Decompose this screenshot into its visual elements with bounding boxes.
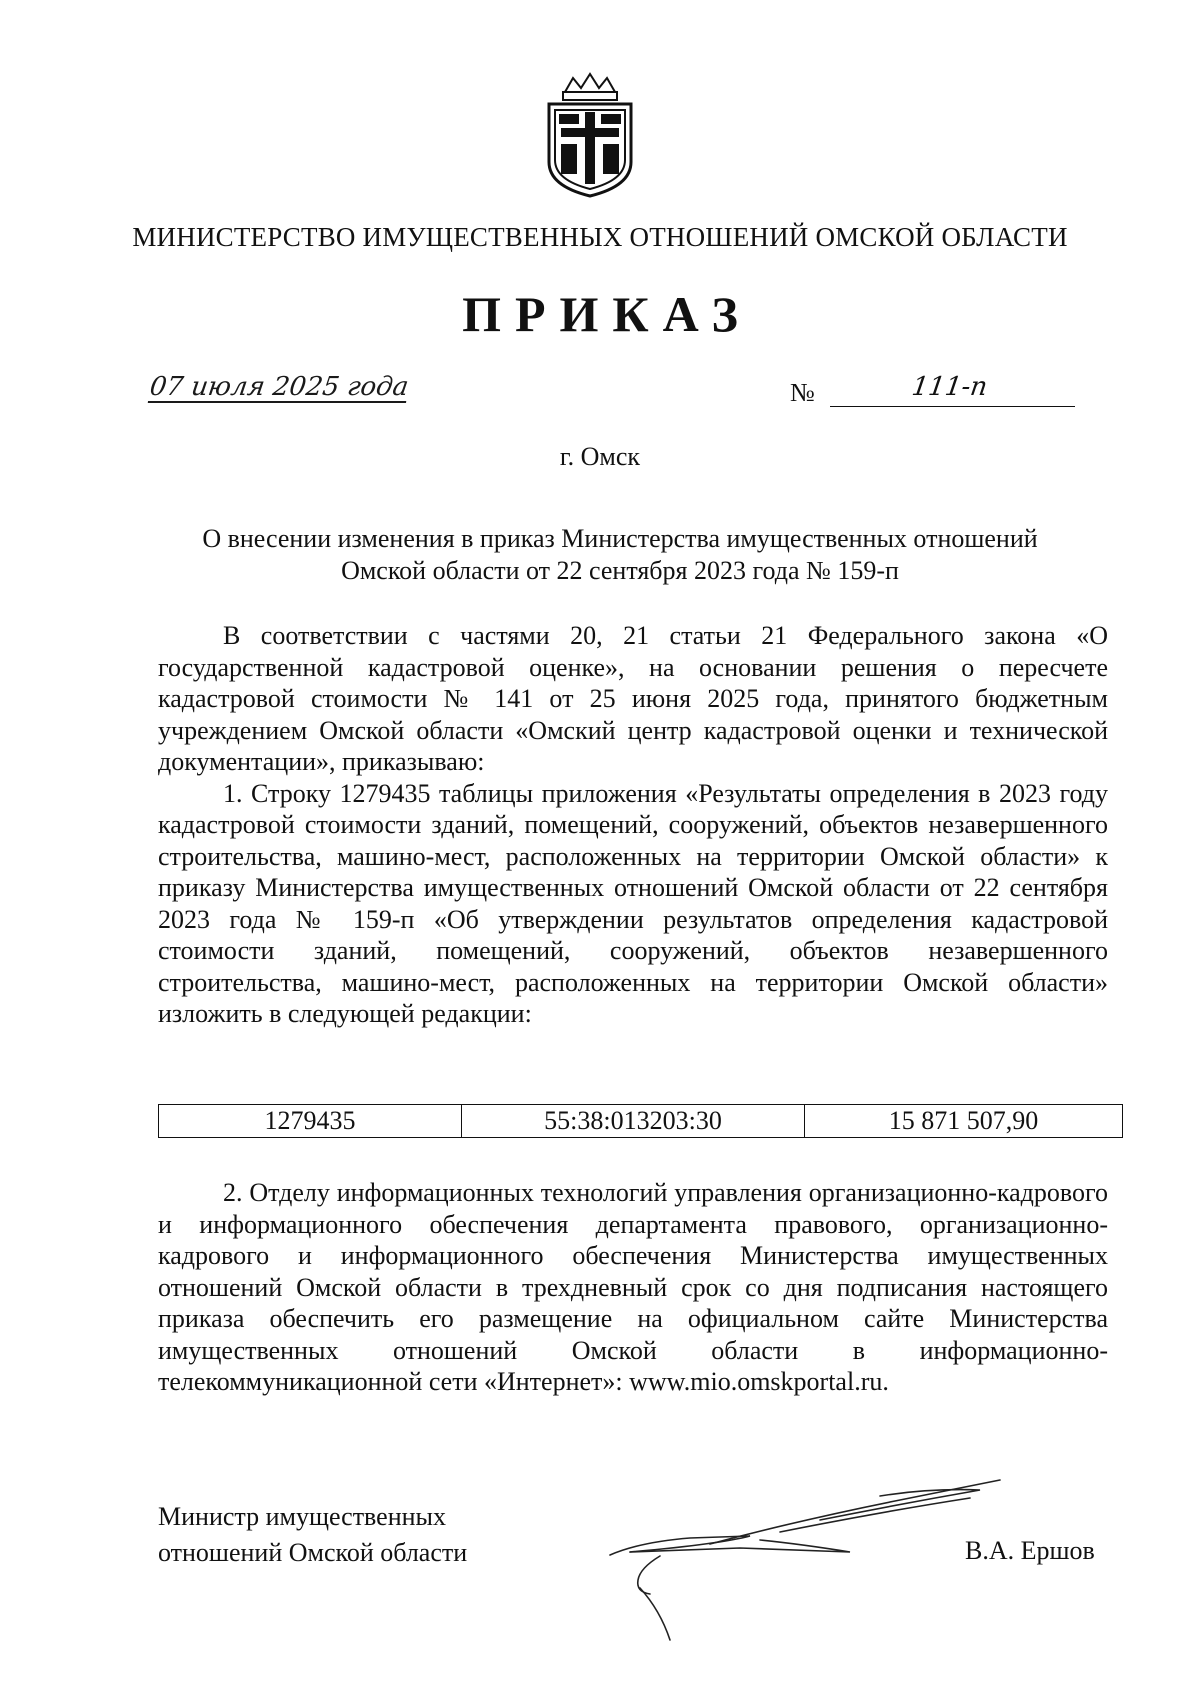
ministry-name: МИНИСТЕРСТВО ИМУЩЕСТВЕННЫХ ОТНОШЕНИЙ ОМСКОЙ ОБЛАСТИ [132, 222, 1068, 252]
paragraph-item-2: 2. Отделу информационных технологий управления организационно-кадрового и информационного обеспечения департамента правового, организационно-кадрового и информационного обеспечения Министерства имущественных отношений Омской области в трехдневный срок со дня подписания настоящего приказа обеспечить его размещение на официальном сайте Министерства имущественных отношений Омской области в информационно-телекоммуникационной сети «Интернет»: www.mio.omskportal.ru. [158, 1178, 1108, 1396]
signer-name: В.А. Ершов [965, 1536, 1095, 1565]
paragraph-item-1: 1. Строку 1279435 таблицы приложения «Результаты определения в 2023 году кадастровой стоимости зданий, помещений, сооружений, объектов незавершенного строительства, машино-мест, расположенных на территории Омской области» к приказу Министерства имущественных отношений Омской области от 22 сентября 2023 года № 159-п «Об утверждении результатов определения кадастровой стоимости зданий, помещений, сооружений, объектов незавершенного строительства, машино-мест, расположенных на территории Омской области» изложить в следующей редакции: [158, 778, 1108, 1028]
subject-line-1: О внесении изменения в приказ Министерства имущественных отношений [202, 524, 1038, 553]
order-number-label: № [790, 378, 815, 407]
order-body-item-2 [158, 1177, 1108, 1398]
signer-position [158, 1499, 467, 1571]
omsk-coat-of-arms-icon [535, 70, 645, 200]
table-cell-id: 1279435 [159, 1105, 462, 1138]
signer-position-line-2: отношений Омской области [158, 1538, 468, 1567]
order-date: 07 июля 2025 года [147, 372, 411, 402]
order-number: 111-п [909, 372, 990, 402]
signer-position-line-1: Министр имущественных [158, 1502, 447, 1531]
order-body [158, 620, 1108, 1030]
table-row [159, 1105, 1123, 1138]
document-type-title: ПРИКАЗ [462, 286, 752, 342]
cadastral-table [158, 1104, 1123, 1138]
order-subject [150, 523, 1090, 587]
table-cell-cadastral-value: 15 871 507,90 [805, 1105, 1123, 1138]
table-cell-cadastral-number: 55:38:013203:30 [462, 1105, 805, 1138]
city: г. Омск [559, 442, 641, 471]
paragraph-preamble: В соответствии с частями 20, 21 статьи 21 Федерального закона «О государственной кадастровой оценке», на основании решения о пересчете кадастровой стоимости № 141 от 25 июня 2025 года, принятого бюджетным учреждением Омской области «Омский центр кадастровой оценки и технической документации», приказываю: [158, 621, 1108, 776]
order-number-underline [830, 406, 1075, 407]
subject-line-2: Омской области от 22 сентября 2023 года № 159-п [341, 556, 899, 585]
